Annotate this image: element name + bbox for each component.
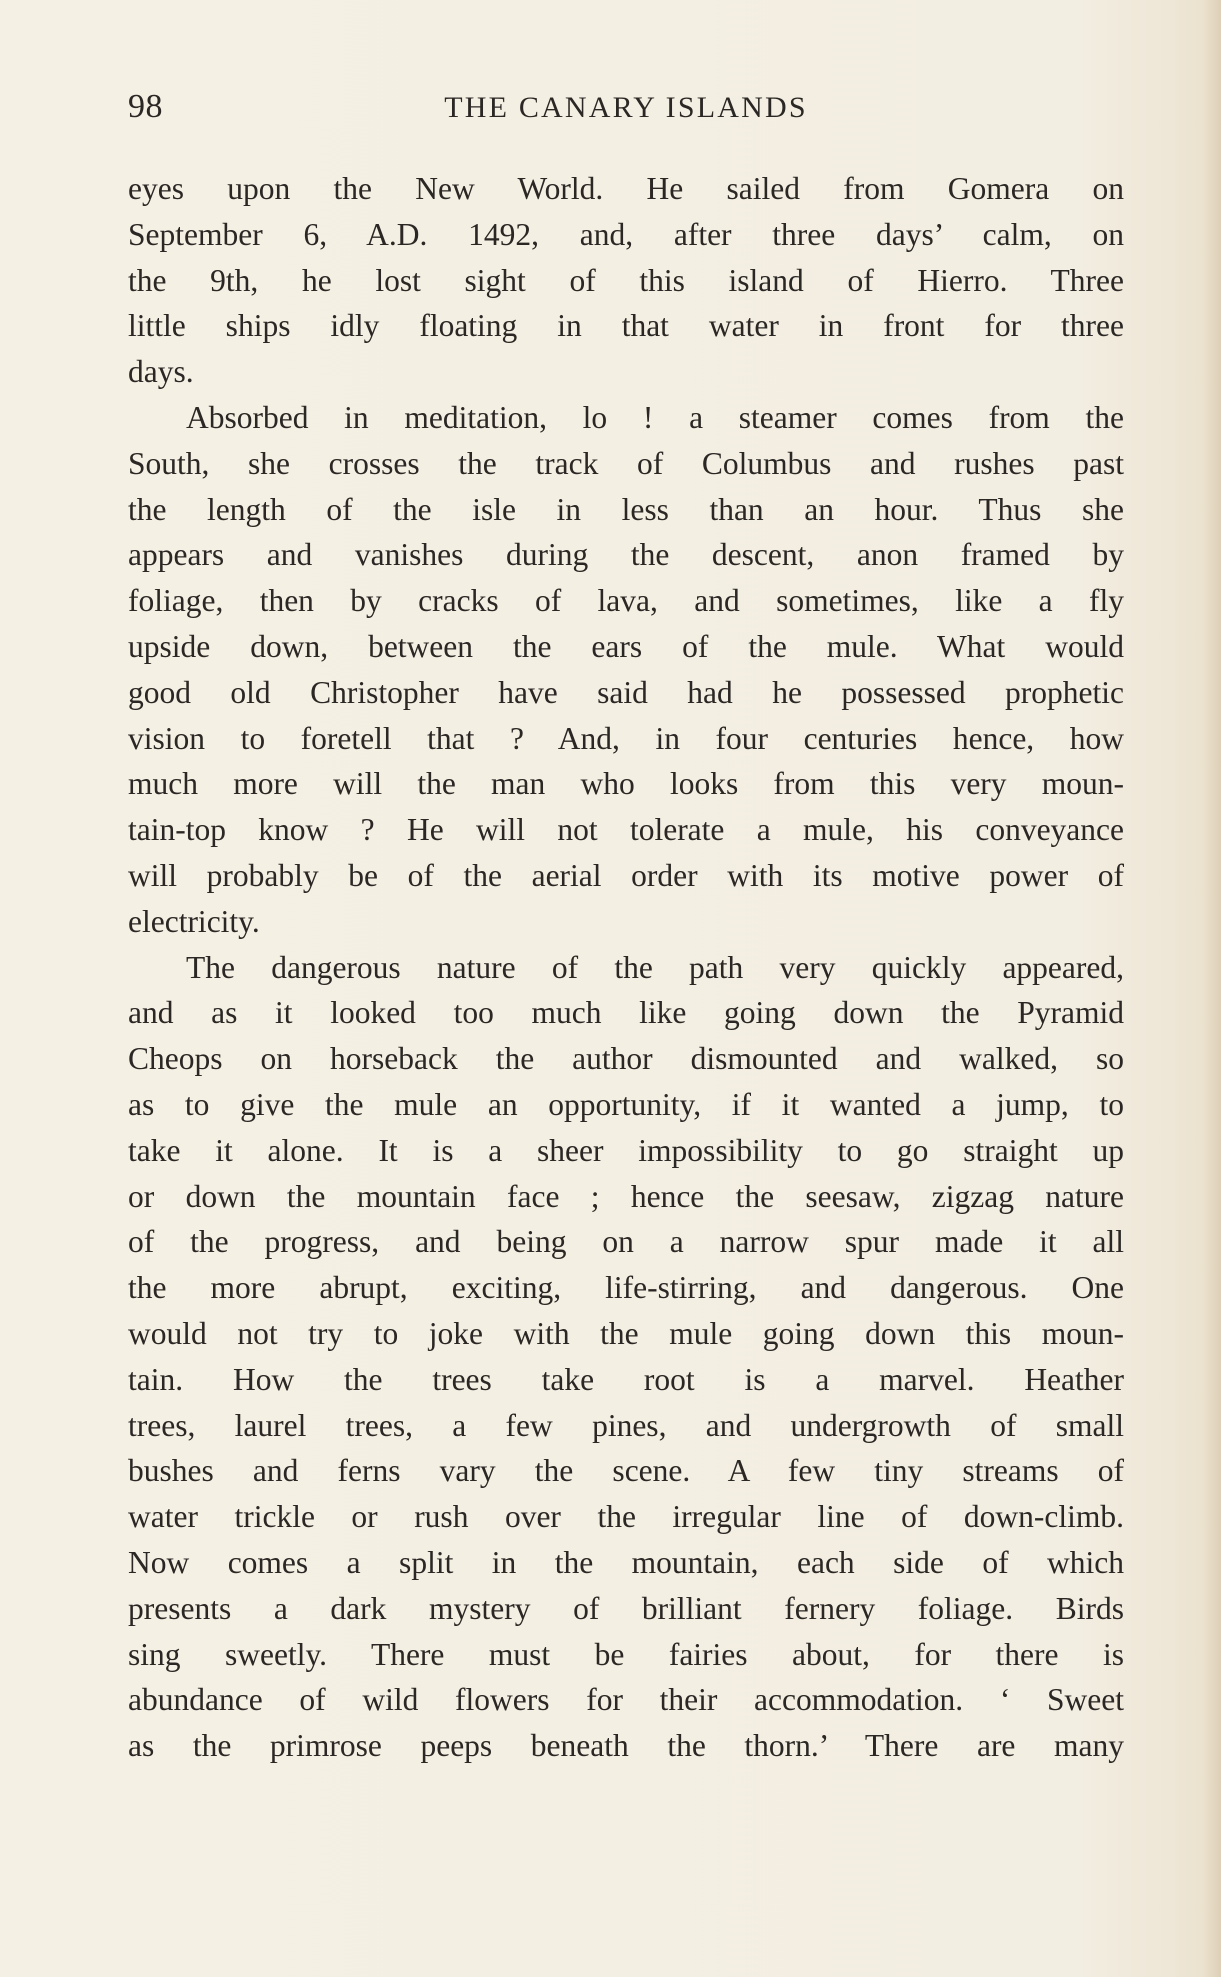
text-line: vision to foretell that ? And, in four centuries hence, how — [128, 720, 1124, 756]
text-line: foliage, then by cracks of lava, and sometimes, like a fly — [128, 583, 1124, 619]
running-title: THE CANARY ISLANDS — [444, 91, 808, 124]
text-line: Now comes a split in the mountain, each side of which — [128, 1544, 1124, 1580]
text-line: the more abrupt, exciting, life-stirring, and dangerous. One — [128, 1270, 1124, 1306]
text-line: take it alone. It is a sheer impossibility to go straight up — [128, 1132, 1124, 1168]
body-text — [128, 166, 1124, 1769]
text-line: presents a dark mystery of brilliant fernery foliage. Birds — [128, 1590, 1124, 1626]
text-line: of the progress, and being on a narrow spur made it all — [128, 1224, 1124, 1260]
text-line: good old Christopher have said had he possessed prophetic — [128, 674, 1124, 710]
text-line: tain-top know ? He will not tolerate a mule, his conveyance — [128, 812, 1124, 848]
text-line: water trickle or rush over the irregular line of down-climb. — [128, 1499, 1124, 1535]
text-line: bushes and ferns vary the scene. A few tiny streams of — [128, 1453, 1124, 1489]
text-line: as to give the mule an opportunity, if it wanted a jump, to — [128, 1086, 1124, 1122]
text-line: the 9th, he lost sight of this island of Hierro. Three — [128, 262, 1124, 298]
text-line: trees, laurel trees, a few pines, and undergrowth of small — [128, 1407, 1124, 1443]
text-line: eyes upon the New World. He sailed from Gomera on — [128, 171, 1124, 206]
text-line: September 6, A.D. 1492, and, after three days’ calm, on — [128, 216, 1124, 252]
text-line: Cheops on horseback the author dismounted and walked, so — [128, 1041, 1124, 1077]
text-line: tain. How the trees take root is a marvel. Heather — [128, 1361, 1124, 1397]
text-line: much more will the man who looks from this very moun- — [128, 766, 1124, 802]
page-edge-shadow — [1203, 0, 1221, 1977]
page-header — [128, 88, 1124, 138]
text-line: as the primrose peeps beneath the thorn.’ There are many — [128, 1728, 1124, 1764]
text-line: little ships idly floating in that water in front for three — [128, 308, 1124, 344]
page-number: 98 — [128, 88, 163, 125]
text-line: days. — [128, 354, 194, 390]
text-line: will probably be of the aerial order with its motive power of — [128, 857, 1124, 893]
text-line: sing sweetly. There must be fairies about, for there is — [128, 1636, 1124, 1672]
text-line: and as it looked too much like going down the Pyramid — [128, 995, 1124, 1031]
text-line: or down the mountain face ; hence the seesaw, zigzag nature — [128, 1178, 1124, 1214]
text-line: South, she crosses the track of Columbus and rushes past — [128, 445, 1124, 481]
paragraph-start-line: Absorbed in meditation, lo ! a steamer comes from the — [186, 399, 1124, 435]
text-line: the length of the isle in less than an hour. Thus she — [128, 491, 1124, 527]
text-line: would not try to joke with the mule going down this moun- — [128, 1315, 1124, 1351]
text-line: abundance of wild flowers for their accommodation. ‘ Sweet — [128, 1682, 1124, 1718]
text-line: upside down, between the ears of the mule. What would — [128, 628, 1124, 664]
text-line: electricity. — [128, 903, 260, 939]
paragraph-start-line: The dangerous nature of the path very quickly appeared, — [186, 949, 1124, 985]
text-line: appears and vanishes during the descent, anon framed by — [128, 537, 1124, 573]
